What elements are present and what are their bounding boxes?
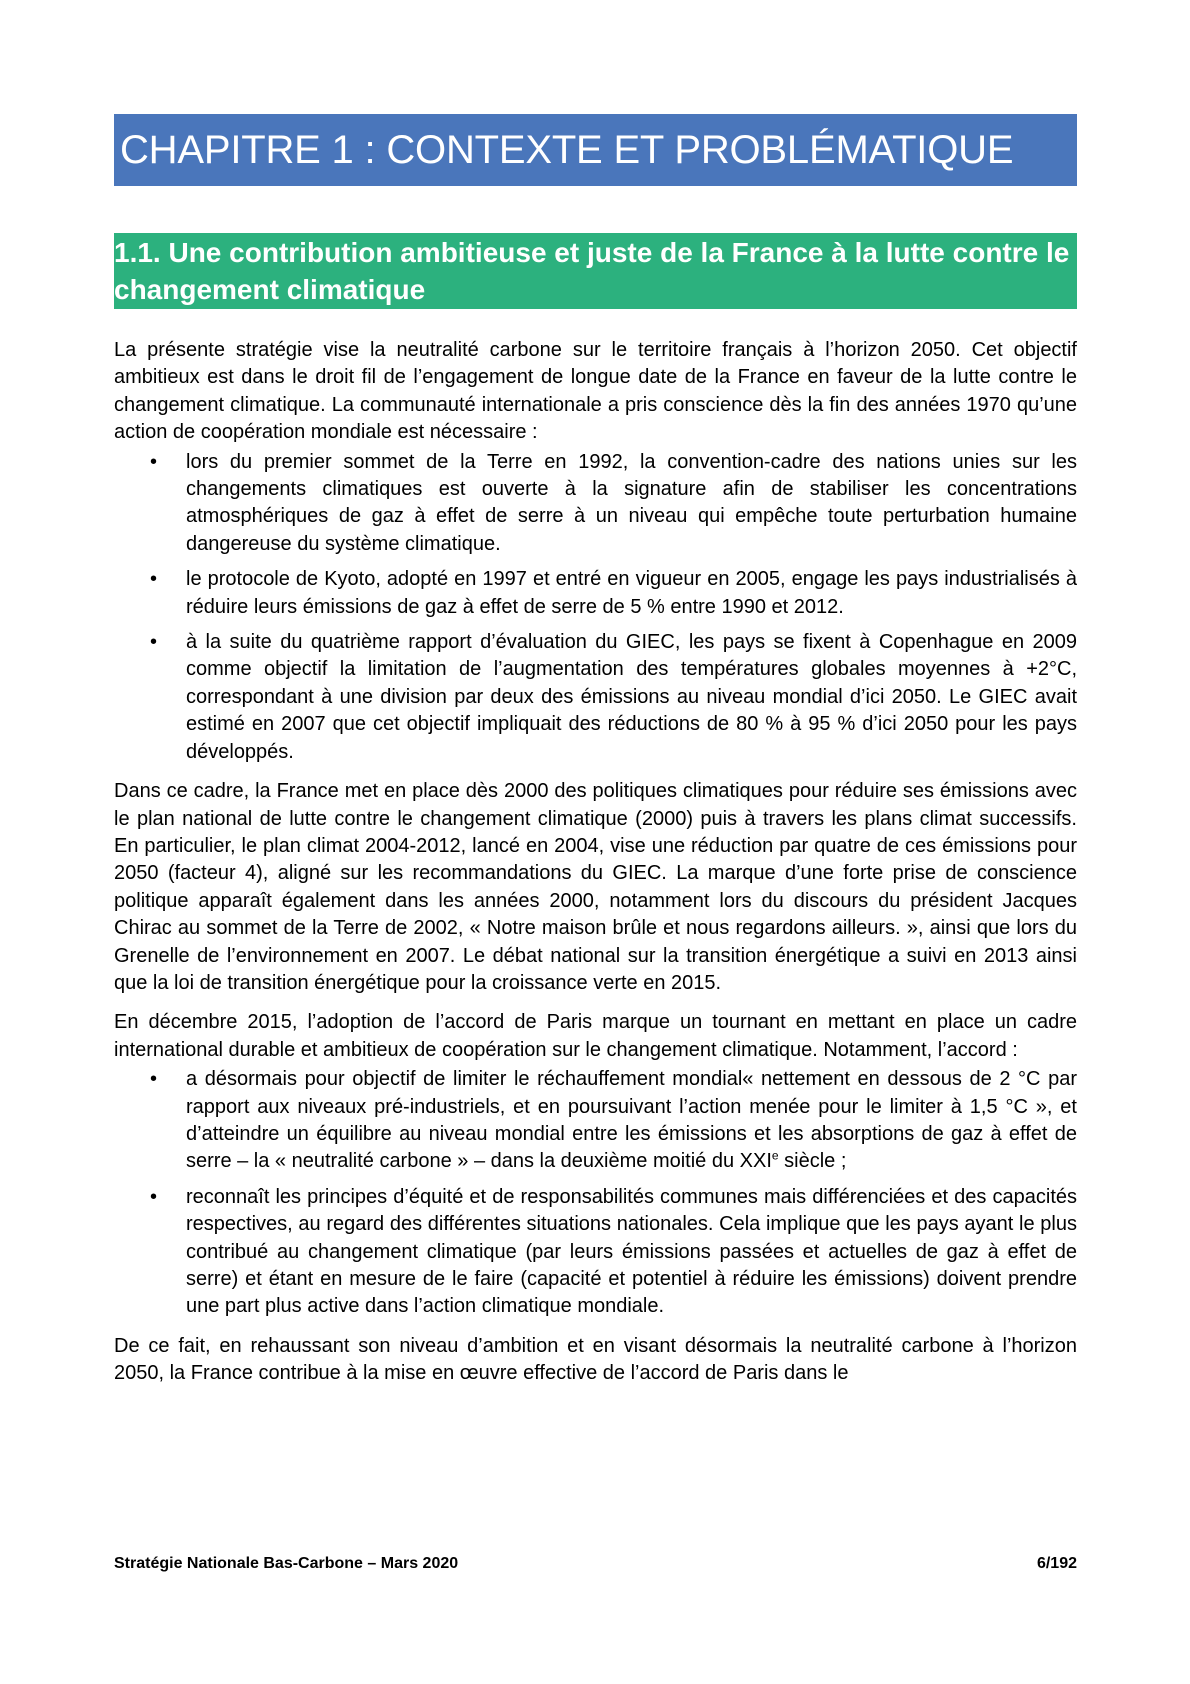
list-item — [114, 566, 1077, 621]
list-item-text: lors du premier sommet de la Terre en 1992, la convention-cadre des nations unies sur les changements climatiques est ouverte à la signature afin de stabiliser les concentrations atmosphériques de gaz à effet de serre à un niveau qui empêche toute perturbation humaine dangereuse du système climatique. — [186, 450, 1077, 555]
list-item — [114, 629, 1077, 766]
list-item-text — [186, 1068, 1077, 1172]
list-item-text-end: siècle ; — [778, 1150, 847, 1173]
footer-page-number: 6/192 — [1036, 1555, 1077, 1572]
bullet-icon: • — [150, 450, 158, 473]
list-item-text: à la suite du quatrième rapport d’évaluation du GIEC, les pays se fixent à Copenhague en 2009 comme objectif la limitation de l’augmentation des températures globales moyennes à +2°C, correspondant à une division par deux des émissions au niveau mondial d’ici 2050. Le GIEC avait estimé en 2007 que cet objectif impliquait des réductions de 80 % à 95 % d’ici 2050 pour les pays développés. — [186, 631, 1077, 763]
bullet-icon: • — [150, 631, 158, 654]
footer-document-title: Stratégie Nationale Bas-Carbone – Mars 2020 — [114, 1555, 459, 1572]
paragraph-france-policies: Dans ce cadre, la France met en place dès 2000 des politiques climatiques pour réduire ses émissions avec le plan national de lutte contre le changement climatique (2000) puis à travers les plans climat successifs. En particulier, le plan climat 2004-2012, lancé en 2004, vise une réduction par quatre de ces émissions pour 2050 (facteur 4), aligné sur les recommandations du GIEC. La marque d’une forte prise de conscience politique apparaît également dans les années 2000, notamment lors du discours du président Jacques Chirac au sommet de la Terre de 2002, « Notre maison brûle et nous regardons ailleurs. », ainsi que lors du Grenelle de l’environnement en 2007. Le débat national sur la transition énergétique a suivi en 2013 ainsi que la loi de transition énergétique pour la croissance verte en 2015. — [114, 780, 1077, 994]
bullet-list-agreement — [114, 1066, 1077, 1321]
list-item — [114, 1066, 1077, 1176]
list-item-text: le protocole de Kyoto, adopté en 1997 et entré en vigueur en 2005, engage les pays industrialisés à réduire leurs émissions de gaz à effet de serre de 5 % entre 1990 et 2012. — [186, 568, 1077, 618]
bullet-list-history — [114, 449, 1077, 766]
bullet-icon: • — [150, 1068, 158, 1091]
list-item — [114, 449, 1077, 559]
list-item-text-main: a désormais pour objectif de limiter le réchauffement mondial« nettement en dessous de 2 °C par rapport aux niveaux pré-industriels, et en poursuivant l’action menée pour le limiter à 1,5 °C », et d’atteindre un équilibre au niveau mondial entre les émissions et les absorptions de gaz à effet de serre – la « neutralité carbone » – dans la deuxième moitié du XXI — [186, 1068, 1077, 1173]
paragraph-conclusion: De ce fait, en rehaussant son niveau d’ambition et en visant désormais la neutralité carbone à l’horizon 2050, la France contribue à la mise en œuvre effective de l’accord de Paris dans le — [114, 1334, 1077, 1385]
list-item-text: reconnaît les principes d’équité et de responsabilités communes mais différenciées et des capacités respectives, au regard des différentes situations nationales. Cela implique que les pays ayant le plus contribué au changement climatique (par leurs émissions passées et actuelles de gaz à effet de serre) et étant en mesure de le faire (capacité et potentiel à réduire les émissions) doivent prendre une part plus active dans l’action climatique mondiale. — [186, 1185, 1077, 1318]
bullet-icon: • — [150, 1185, 158, 1208]
paragraph-paris-agreement: En décembre 2015, l’adoption de l’accord de Paris marque un tournant en mettant en place un cadre international durable et ambitieux de coopération sur le changement climatique. Notamment, l’accord : — [114, 1011, 1077, 1061]
page-footer — [114, 1555, 1077, 1573]
chapter-title: CHAPITRE 1 : CONTEXTE ET PROBLÉMATIQUE — [114, 114, 1077, 186]
document-page — [114, 114, 1077, 1388]
bullet-icon: • — [150, 568, 158, 591]
list-item — [114, 1184, 1077, 1321]
body-text — [114, 337, 1077, 1388]
paragraph-intro: La présente stratégie vise la neutralité carbone sur le territoire français à l’horizon 2050. Cet objectif ambitieux est dans le droit fil de l’engagement de longue date de la France en faveur de la lutte contre le changement climatique. La communauté internationale a pris conscience dès la fin des années 1970 qu’une action de coopération mondiale est nécessaire : — [114, 339, 1077, 444]
superscript-e: e — [771, 1148, 779, 1163]
section-title: 1.1. Une contribution ambitieuse et juste de la France à la lutte contre le changement climatique — [114, 233, 1077, 309]
